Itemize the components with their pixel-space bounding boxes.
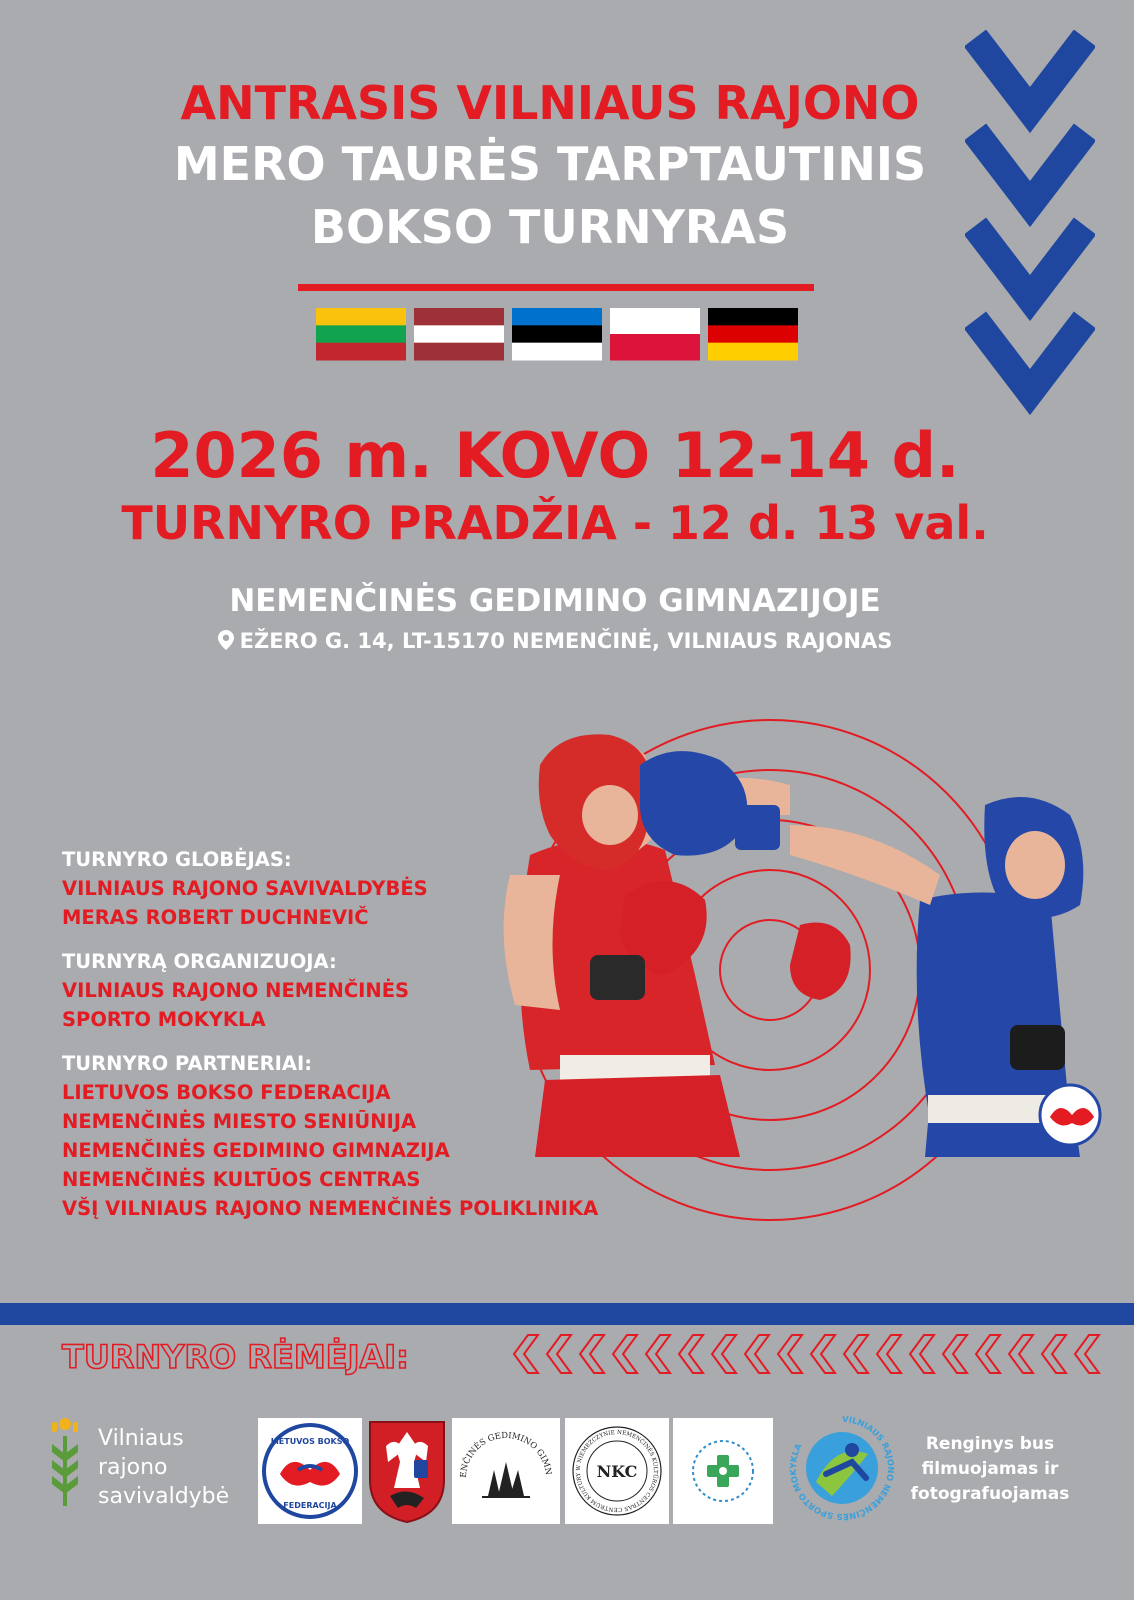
municipality-line: savivaldybė [98, 1484, 230, 1509]
chevron-left-icon [712, 1335, 736, 1373]
medical-cross-icon [673, 1418, 773, 1524]
partner-item: NEMENČINĖS KULTŪOS CENTRAS [62, 1168, 421, 1191]
gymnasium-arc-text: ENČINĖS GEDIMINO GIMN [457, 1429, 554, 1479]
event-address-row [150, 630, 960, 652]
patron-label: TURNYRO GLOBĖJAS: [62, 848, 292, 871]
municipality-line: Vilniaus [98, 1426, 184, 1451]
chevron-left-icon [910, 1335, 934, 1373]
media-notice-line: fotografuojamas [910, 1484, 1070, 1504]
nkc-ring-text: NEMENČINĖS KULTŪROS CENTRAS CENTRUM KULTURY W NIEMEŻCZYNIE [575, 1429, 658, 1513]
patron-line-1: VILNIAUS RAJONO SAVIVALDYBĖS [62, 877, 428, 900]
title-line-2: MERO TAURĖS TARPTAUTINIS [173, 137, 927, 191]
chevron-left-icon [778, 1335, 802, 1373]
municipality-line: rajono [98, 1455, 168, 1480]
chevron-left-icon [877, 1335, 901, 1373]
nkc-logo-graphic [565, 1418, 669, 1524]
event-address: EŽERO G. 14, LT-15170 NEMENČINĖ, VILNIAUS RAJONAS [239, 629, 893, 653]
nkc-abbr: NKC [596, 1462, 638, 1481]
media-notice-line: Renginys bus [925, 1434, 1055, 1454]
chevron-down-icon [975, 38, 1085, 110]
chevron-down-icon [975, 320, 1085, 392]
municipality-emblem-icon [48, 1414, 82, 1510]
clinic-logo [673, 1418, 773, 1524]
sponsors-heading-graphic [58, 1332, 498, 1378]
organizer-label: TURNYRĄ ORGANIZUOJA: [62, 950, 337, 973]
flag-lithuania [316, 308, 406, 361]
nkc-logo [565, 1418, 669, 1524]
flag-latvia [414, 308, 504, 361]
flag-row [314, 306, 798, 362]
chevron-down-icon [975, 226, 1085, 298]
event-start-time: TURNYRO PRADŽIA - 12 d. 13 val. [121, 496, 989, 550]
chevron-left-icon [844, 1335, 868, 1373]
media-notice-line: filmuojamas ir [921, 1459, 1059, 1479]
organizer-line-2: SPORTO MOKYKLA [62, 1008, 266, 1031]
chevron-stack-decoration [965, 30, 1095, 420]
boxing-federation-badge [1040, 1085, 1100, 1145]
gymnasium-logo [452, 1418, 560, 1524]
partners-label: TURNYRO PARTNERIAI: [62, 1052, 313, 1075]
chevron-left-icon [514, 1335, 538, 1373]
flag-estonia [512, 308, 602, 361]
coat-of-arms-icon [366, 1418, 448, 1524]
lbf-bottom-text: FEDERACIJA [283, 1501, 337, 1510]
chevron-row-decoration [508, 1333, 1118, 1375]
chevron-left-icon [613, 1335, 637, 1373]
sports-school-logo [786, 1412, 898, 1524]
lbf-logo-graphic [258, 1418, 362, 1524]
patron-line-2: MERAS ROBERT DUCHNEVIČ [62, 906, 369, 929]
chevron-left-icon [679, 1335, 703, 1373]
gymnasium-logo-graphic [452, 1418, 560, 1524]
boxers-photo [490, 725, 1110, 1165]
media-notice [900, 1432, 1080, 1507]
partner-item: VŠĮ VILNIAUS RAJONO NEMENČINĖS POLIKLINIKA [62, 1197, 599, 1220]
blue-divider-band [0, 1303, 1134, 1325]
lbf-logo [258, 1418, 362, 1524]
chevron-left-icon [580, 1335, 604, 1373]
chevron-left-icon [1042, 1335, 1066, 1373]
partner-item: LIETUVOS BOKSO FEDERACIJA [62, 1081, 391, 1104]
event-dates: 2026 m. KOVO 12-14 d. [150, 419, 960, 492]
municipality-logo-text [98, 1424, 229, 1511]
title-divider [298, 284, 814, 291]
event-venue: NEMENČINĖS GEDIMINO GIMNAZIJOJE [229, 583, 881, 619]
title-line-1: ANTRASIS VILNIAUS RAJONO [180, 76, 920, 130]
coat-of-arms-logo [366, 1418, 448, 1524]
chevron-left-icon [1075, 1335, 1099, 1373]
chevron-left-icon [976, 1335, 1000, 1373]
flag-poland [610, 308, 700, 361]
chevron-left-icon [646, 1335, 670, 1373]
map-pin-icon [218, 630, 234, 650]
chevron-left-icon [547, 1335, 571, 1373]
sports-school-ring-text: VILNIAUS RAJONO NEMENČINĖS SPORTO MOKYKLA [787, 1413, 897, 1523]
chevron-left-icon [811, 1335, 835, 1373]
lbf-top-text: LIETUVOS BOKSO [270, 1437, 350, 1446]
partner-item: NEMENČINĖS MIESTO SENIŪNIJA [62, 1110, 417, 1133]
svg-text:NEMENČINĖS GEDIMINO GIMNAZIJA [452, 1418, 554, 1478]
chevron-left-icon [943, 1335, 967, 1373]
chevron-left-icon [745, 1335, 769, 1373]
country-flags [314, 306, 798, 362]
organizer-line-1: VILNIAUS RAJONO NEMENČINĖS [62, 979, 410, 1002]
chevron-down-icon [975, 132, 1085, 204]
sponsors-heading: TURNYRO RĖMĖJAI: [62, 1338, 409, 1376]
flag-germany [708, 308, 798, 361]
title-line-3: BOKSO TURNYRAS [310, 200, 790, 254]
partner-item: NEMENČINĖS GEDIMINO GIMNAZIJA [62, 1139, 450, 1162]
chevron-left-icon [1009, 1335, 1033, 1373]
